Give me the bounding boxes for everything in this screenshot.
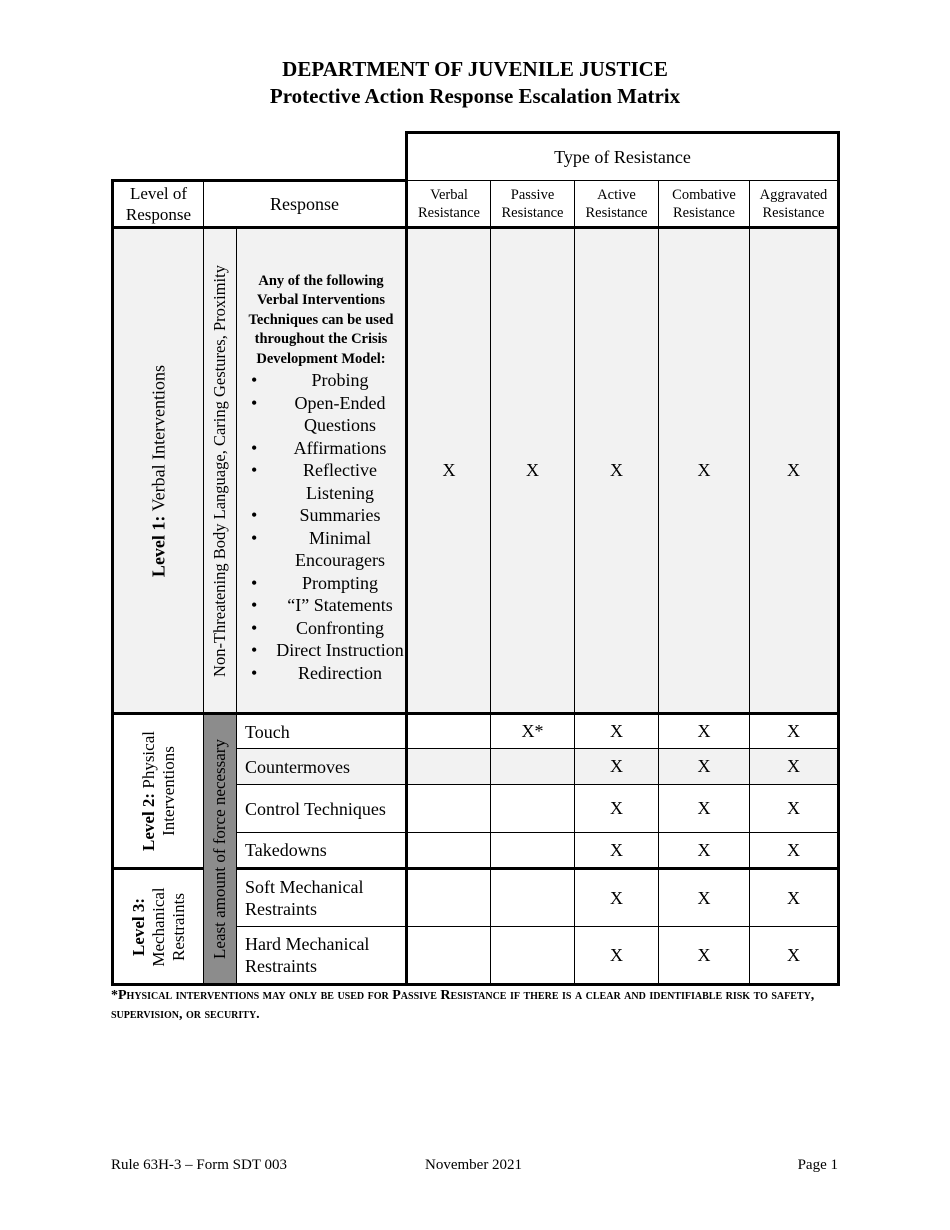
list-item: • Affirmations	[251, 437, 387, 458]
mark-cell: X	[659, 228, 750, 714]
list-item: • Summaries	[251, 505, 381, 526]
mark-cell: X*	[491, 714, 575, 749]
list-item: • Direct Instruction	[251, 640, 404, 661]
list-item: • Prompting	[251, 572, 378, 593]
level-of-response-header: Level of Response	[113, 181, 204, 228]
mark-cell	[491, 749, 575, 785]
list-item: • Redirection	[251, 662, 382, 683]
mark-cell	[407, 785, 491, 833]
mark-cell: X	[575, 749, 659, 785]
mark-cell: X	[491, 228, 575, 714]
non-threatening-side-label: Non-Threatening Body Language, Caring Gestures, Proximity	[204, 228, 237, 714]
mark-cell: X	[659, 869, 750, 927]
mark-cell: X	[659, 785, 750, 833]
list-item: • “I” Statements	[251, 595, 393, 616]
mark-cell: X	[659, 749, 750, 785]
mark-cell: X	[575, 869, 659, 927]
row-label: Control Techniques	[237, 785, 407, 833]
row-label: Soft Mechanical Restraints	[237, 869, 407, 927]
mark-cell: X	[575, 833, 659, 869]
row-label: Touch	[237, 714, 407, 749]
mark-cell	[491, 927, 575, 985]
list-item: • Minimal Encouragers	[251, 527, 385, 571]
verbal-interventions-intro: Any of the following Verbal Interventions Techniques can be used throughout the Crisis Development Model:	[248, 272, 394, 367]
level-2-label: Level 2: Physical Interventions	[113, 714, 204, 869]
mark-cell: X	[659, 714, 750, 749]
mark-cell	[407, 714, 491, 749]
mark-cell: X	[750, 714, 839, 749]
document-subtitle: Protective Action Response Escalation Matrix	[269, 84, 681, 108]
mark-cell	[491, 869, 575, 927]
mark-cell	[407, 927, 491, 985]
mark-cell: X	[750, 927, 839, 985]
type-of-resistance-header: Type of Resistance	[407, 133, 839, 181]
mark-cell: X	[575, 927, 659, 985]
mark-cell: X	[750, 869, 839, 927]
list-item: • Confronting	[251, 617, 384, 638]
row-label: Countermoves	[237, 749, 407, 785]
level-3-label: Level 3: Mechanical Restraints	[113, 869, 204, 985]
row-label: Takedowns	[237, 833, 407, 869]
mark-cell	[407, 833, 491, 869]
mark-cell: X	[575, 714, 659, 749]
col-aggravated-resistance: Aggravated Resistance	[750, 181, 839, 228]
mark-cell	[491, 785, 575, 833]
row-label: Hard Mechanical Restraints	[237, 927, 407, 985]
list-item: • Reflective Listening	[251, 460, 377, 503]
document-title: DEPARTMENT OF JUVENILE JUSTICE	[282, 57, 668, 81]
col-verbal-resistance: Verbal Resistance	[407, 181, 491, 228]
mark-cell: X	[659, 927, 750, 985]
footer-page: Page 1	[797, 1157, 838, 1173]
verbal-interventions-list	[237, 228, 407, 714]
mark-cell: X	[575, 785, 659, 833]
mark-cell: X	[407, 228, 491, 714]
footer-date: November 2021	[425, 1157, 523, 1173]
table-row	[113, 714, 839, 749]
footnote: *Physical interventions may only be used for Passive Resistance if there is a clear and identifiable risk to safety, supervision, or security.	[111, 988, 815, 1022]
mark-cell: X	[750, 749, 839, 785]
escalation-matrix	[111, 131, 840, 986]
col-active-resistance: Active Resistance	[575, 181, 659, 228]
mark-cell	[407, 749, 491, 785]
response-header: Response	[204, 181, 407, 228]
mark-cell: X	[750, 785, 839, 833]
mark-cell	[491, 833, 575, 869]
footer-rule: Rule 63H-3 – Form SDT 003	[111, 1157, 287, 1173]
list-item: • Probing	[251, 370, 369, 391]
col-combative-resistance: Combative Resistance	[659, 181, 750, 228]
mark-cell	[407, 869, 491, 927]
mark-cell: X	[659, 833, 750, 869]
level-1-label: Level 1: Verbal Interventions	[113, 228, 204, 714]
mark-cell: X	[750, 228, 839, 714]
list-item: • Open-Ended Questions	[251, 392, 386, 436]
mark-cell: X	[575, 228, 659, 714]
least-force-side-label: Least amount of force necessary	[204, 714, 237, 985]
col-passive-resistance: Passive Resistance	[491, 181, 575, 228]
mark-cell: X	[750, 833, 839, 869]
